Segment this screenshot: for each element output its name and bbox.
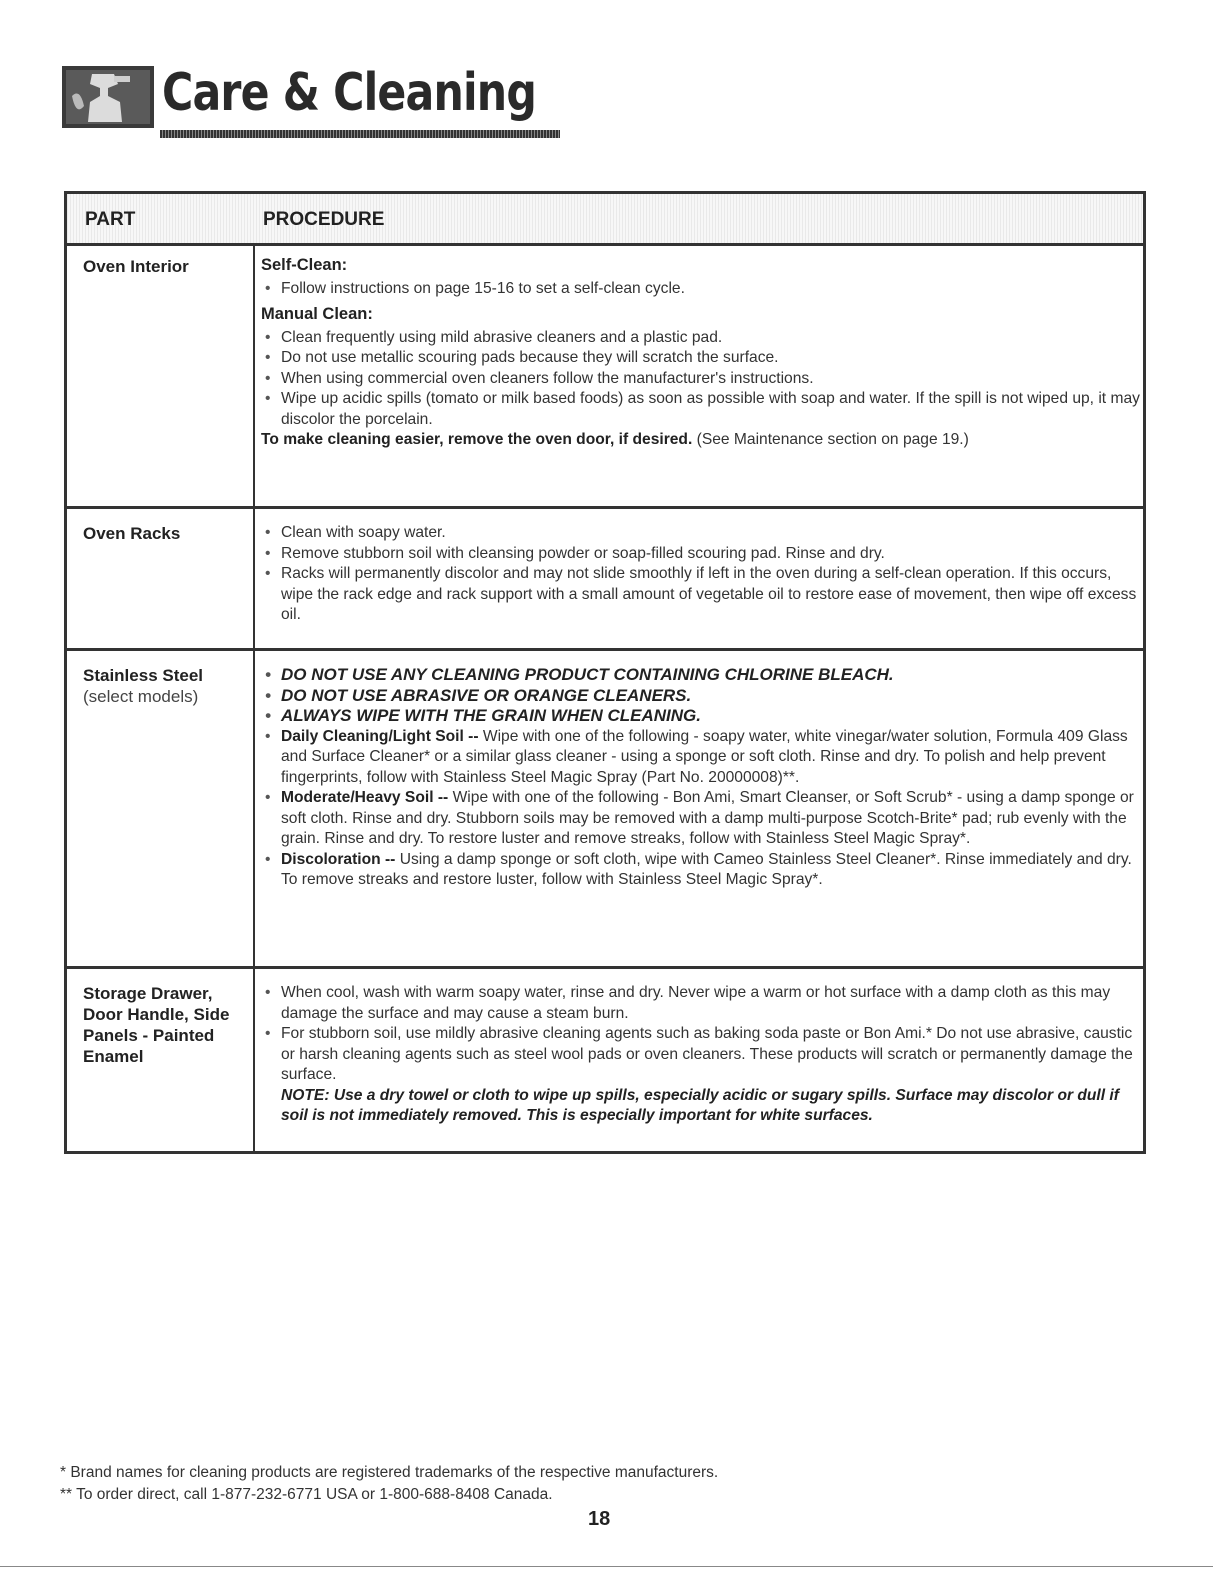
list-item: • Clean frequently using mild abrasive cleaners and a plastic pad. <box>261 328 1141 349</box>
table-row-stainless-steel <box>67 651 1143 969</box>
note-text: NOTE: Use a dry towel or cloth to wipe up spills, especially acidic or sugary spills. Surface may discolor or dull if soil is not immediately removed. This is especially important for white surfaces. <box>281 1086 1119 1124</box>
procedure-cell <box>261 983 1141 1127</box>
list-item: • Wipe up acidic spills (tomato or milk based foods) as soon as possible with soap and water. If the spill is not wiped up, it may discolor the porcelain. <box>261 389 1141 430</box>
procedure-cell <box>261 665 1141 891</box>
warning-item: • DO NOT USE ANY CLEANING PRODUCT CONTAINING CHLORINE BLEACH. <box>261 665 1141 686</box>
warning-item: • ALWAYS WIPE WITH THE GRAIN WHEN CLEANING. <box>261 706 1141 727</box>
procedure-cell <box>261 523 1141 626</box>
table-row-oven-interior <box>67 246 1143 509</box>
list-item: • When cool, wash with warm soapy water, rinse and dry. Never wipe a warm or hot surface with a damp cloth as this may damage the surface and may cause a steam burn. <box>261 983 1141 1024</box>
spray-bottle-icon <box>62 66 154 128</box>
footnotes <box>60 1462 1160 1506</box>
title-underline <box>160 130 560 138</box>
warning-item: • DO NOT USE ABRASIVE OR ORANGE CLEANERS. <box>261 686 1141 707</box>
bottom-divider <box>0 1566 1213 1567</box>
table-row-oven-racks <box>67 509 1143 651</box>
part-label: Oven Interior <box>83 257 189 276</box>
door-tip: To make cleaning easier, remove the oven door, if desired. (See Maintenance section on page 19.) <box>261 431 969 448</box>
list-item: • Clean with soapy water. <box>261 523 1141 544</box>
procedure-cell <box>261 255 1141 451</box>
list-item: • When using commercial oven cleaners follow the manufacturer's instructions. <box>261 369 1141 390</box>
table-row-storage-drawer <box>67 969 1143 1154</box>
list-item: • Do not use metallic scouring pads because they will scratch the surface. <box>261 348 1141 369</box>
footnote-order: ** To order direct, call 1-877-232-6771 USA or 1-800-688-8408 Canada. <box>60 1486 553 1503</box>
manual-clean-heading: Manual Clean: <box>261 305 373 323</box>
column-header-part: PART <box>85 209 136 230</box>
list-item-daily-cleaning: • Daily Cleaning/Light Soil -- Wipe with one of the following - soapy water, white vinegar/water solution, Formula 409 Glass and Surface Cleaner* or a similar glass cleaner - using a sponge or soft cloth. Rinse and dry. To polish and help prevent fingerprints, follow with Stainless Steel Magic Spray (Part No. 20000008)**. <box>261 727 1141 789</box>
page-title: Care & Cleaning <box>162 63 537 123</box>
list-item: • For stubborn soil, use mildly abrasive cleaning agents such as baking soda paste or Bon Ami.* Do not use abrasive, caustic or harsh cleaning agents such as steel wool pads or oven cleaners. These products will scratch or permanently damage the surface. <box>261 1024 1141 1086</box>
column-header-procedure: PROCEDURE <box>263 209 385 230</box>
table-header <box>67 194 1143 246</box>
footnote-trademarks: * Brand names for cleaning products are registered trademarks of the respective manufacturers. <box>60 1464 719 1481</box>
page-number: 18 <box>588 1508 611 1530</box>
list-item: • Remove stubborn soil with cleansing powder or soap-filled scouring pad. Rinse and dry. <box>261 544 1141 565</box>
part-label: Oven Racks <box>83 524 181 543</box>
part-note: (select models) <box>83 687 199 706</box>
care-table <box>64 191 1146 1154</box>
part-label: Stainless Steel (select models) <box>83 665 253 707</box>
list-item-discoloration: • Discoloration -- Using a damp sponge or soft cloth, wipe with Cameo Stainless Steel Cleaner*. Rinse immediately and dry. To remove streaks and restore luster, follow with Stainless Steel Magic Spray*. <box>261 850 1141 891</box>
page-header <box>62 58 537 138</box>
list-item: • Follow instructions on page 15-16 to set a self-clean cycle. <box>261 279 1141 300</box>
list-item-moderate-soil: • Moderate/Heavy Soil -- Wipe with one of the following - Bon Ami, Smart Cleanser, or Soft Scrub* - using a damp sponge or soft cloth. Rinse and dry. Stubborn soils may be removed with a damp multi-purpose Scotch-Brite* pad; rub evenly with the grain. Rinse and dry. To restore luster and remove streaks, follow with Stainless Steel Magic Spray*. <box>261 788 1141 850</box>
part-label: Storage Drawer, Door Handle, Side Panels - Painted Enamel <box>83 984 230 1066</box>
list-item: • Racks will permanently discolor and may not slide smoothly if left in the oven during a self-clean operation. If this occurs, wipe the rack edge and rack support with a small amount of vegetable oil to restore ease of movement, then wipe off excess oil. <box>261 564 1141 626</box>
self-clean-heading: Self-Clean: <box>261 256 348 274</box>
